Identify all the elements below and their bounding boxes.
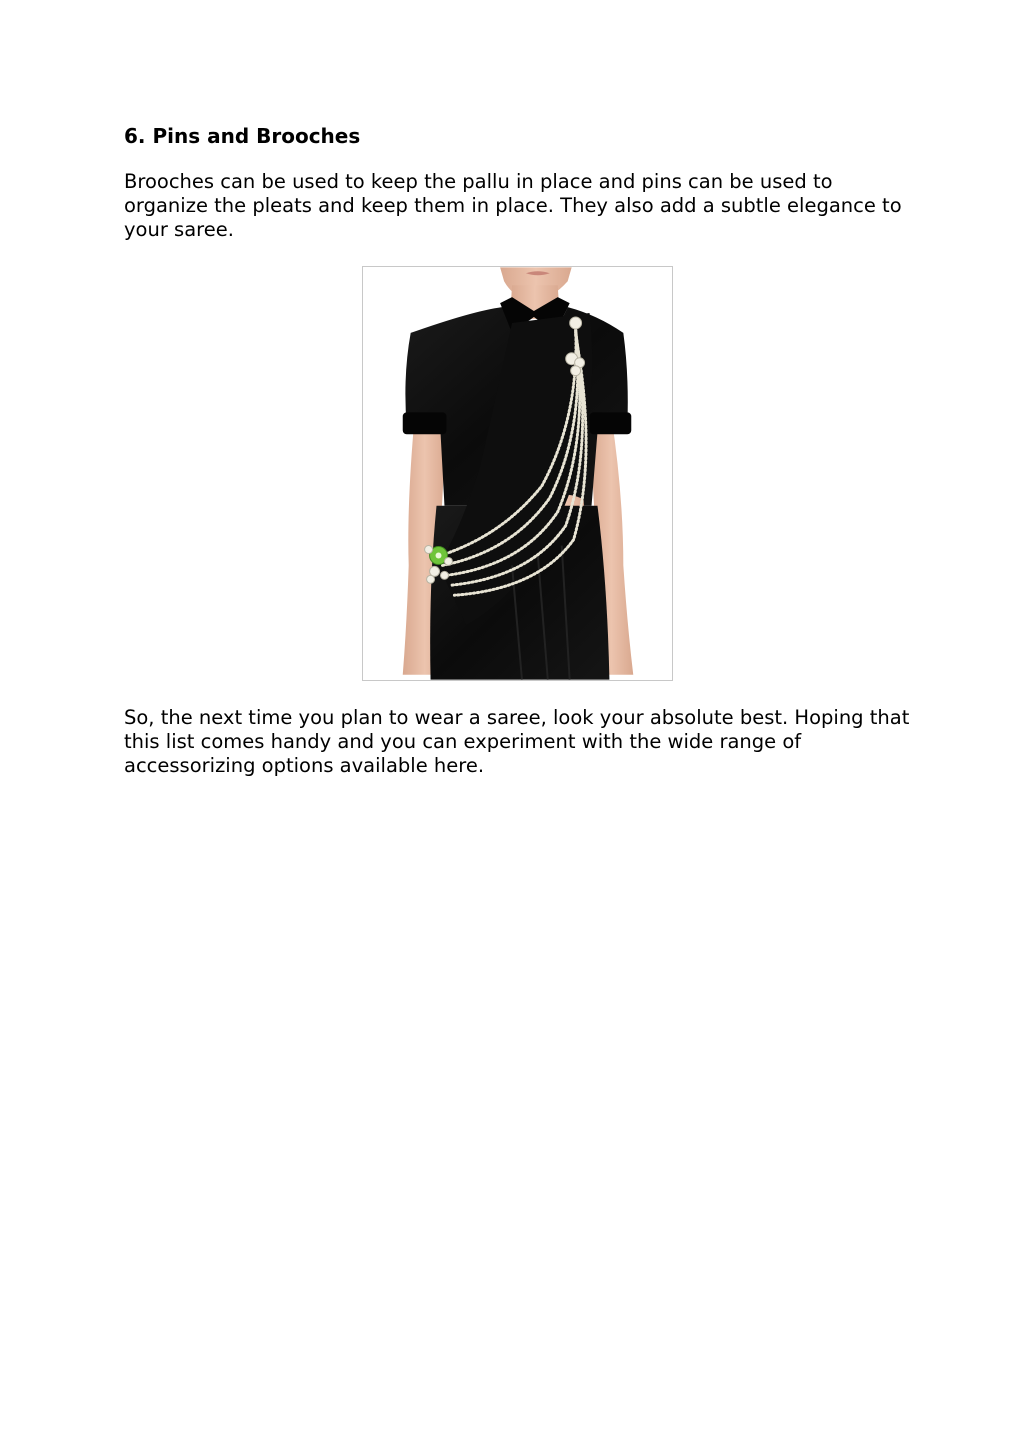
closing-paragraph: So, the next time you plan to wear a saree, look your absolute best. Hoping that this list comes handy and you can experiment with the wide range of accessorizing options available here. xyxy=(124,706,910,777)
saree-brooch-photo xyxy=(362,266,673,681)
right-sleeve-cuff xyxy=(589,412,631,434)
saree-illustration xyxy=(363,267,672,680)
left-sleeve-cuff xyxy=(402,412,446,434)
document-page xyxy=(124,122,914,778)
section-heading: 6. Pins and Brooches xyxy=(124,124,361,148)
intro-paragraph: Brooches can be used to keep the pallu in place and pins can be used to organize the pleats and keep them in place. They also add a subtle elegance to your saree. xyxy=(124,170,902,241)
